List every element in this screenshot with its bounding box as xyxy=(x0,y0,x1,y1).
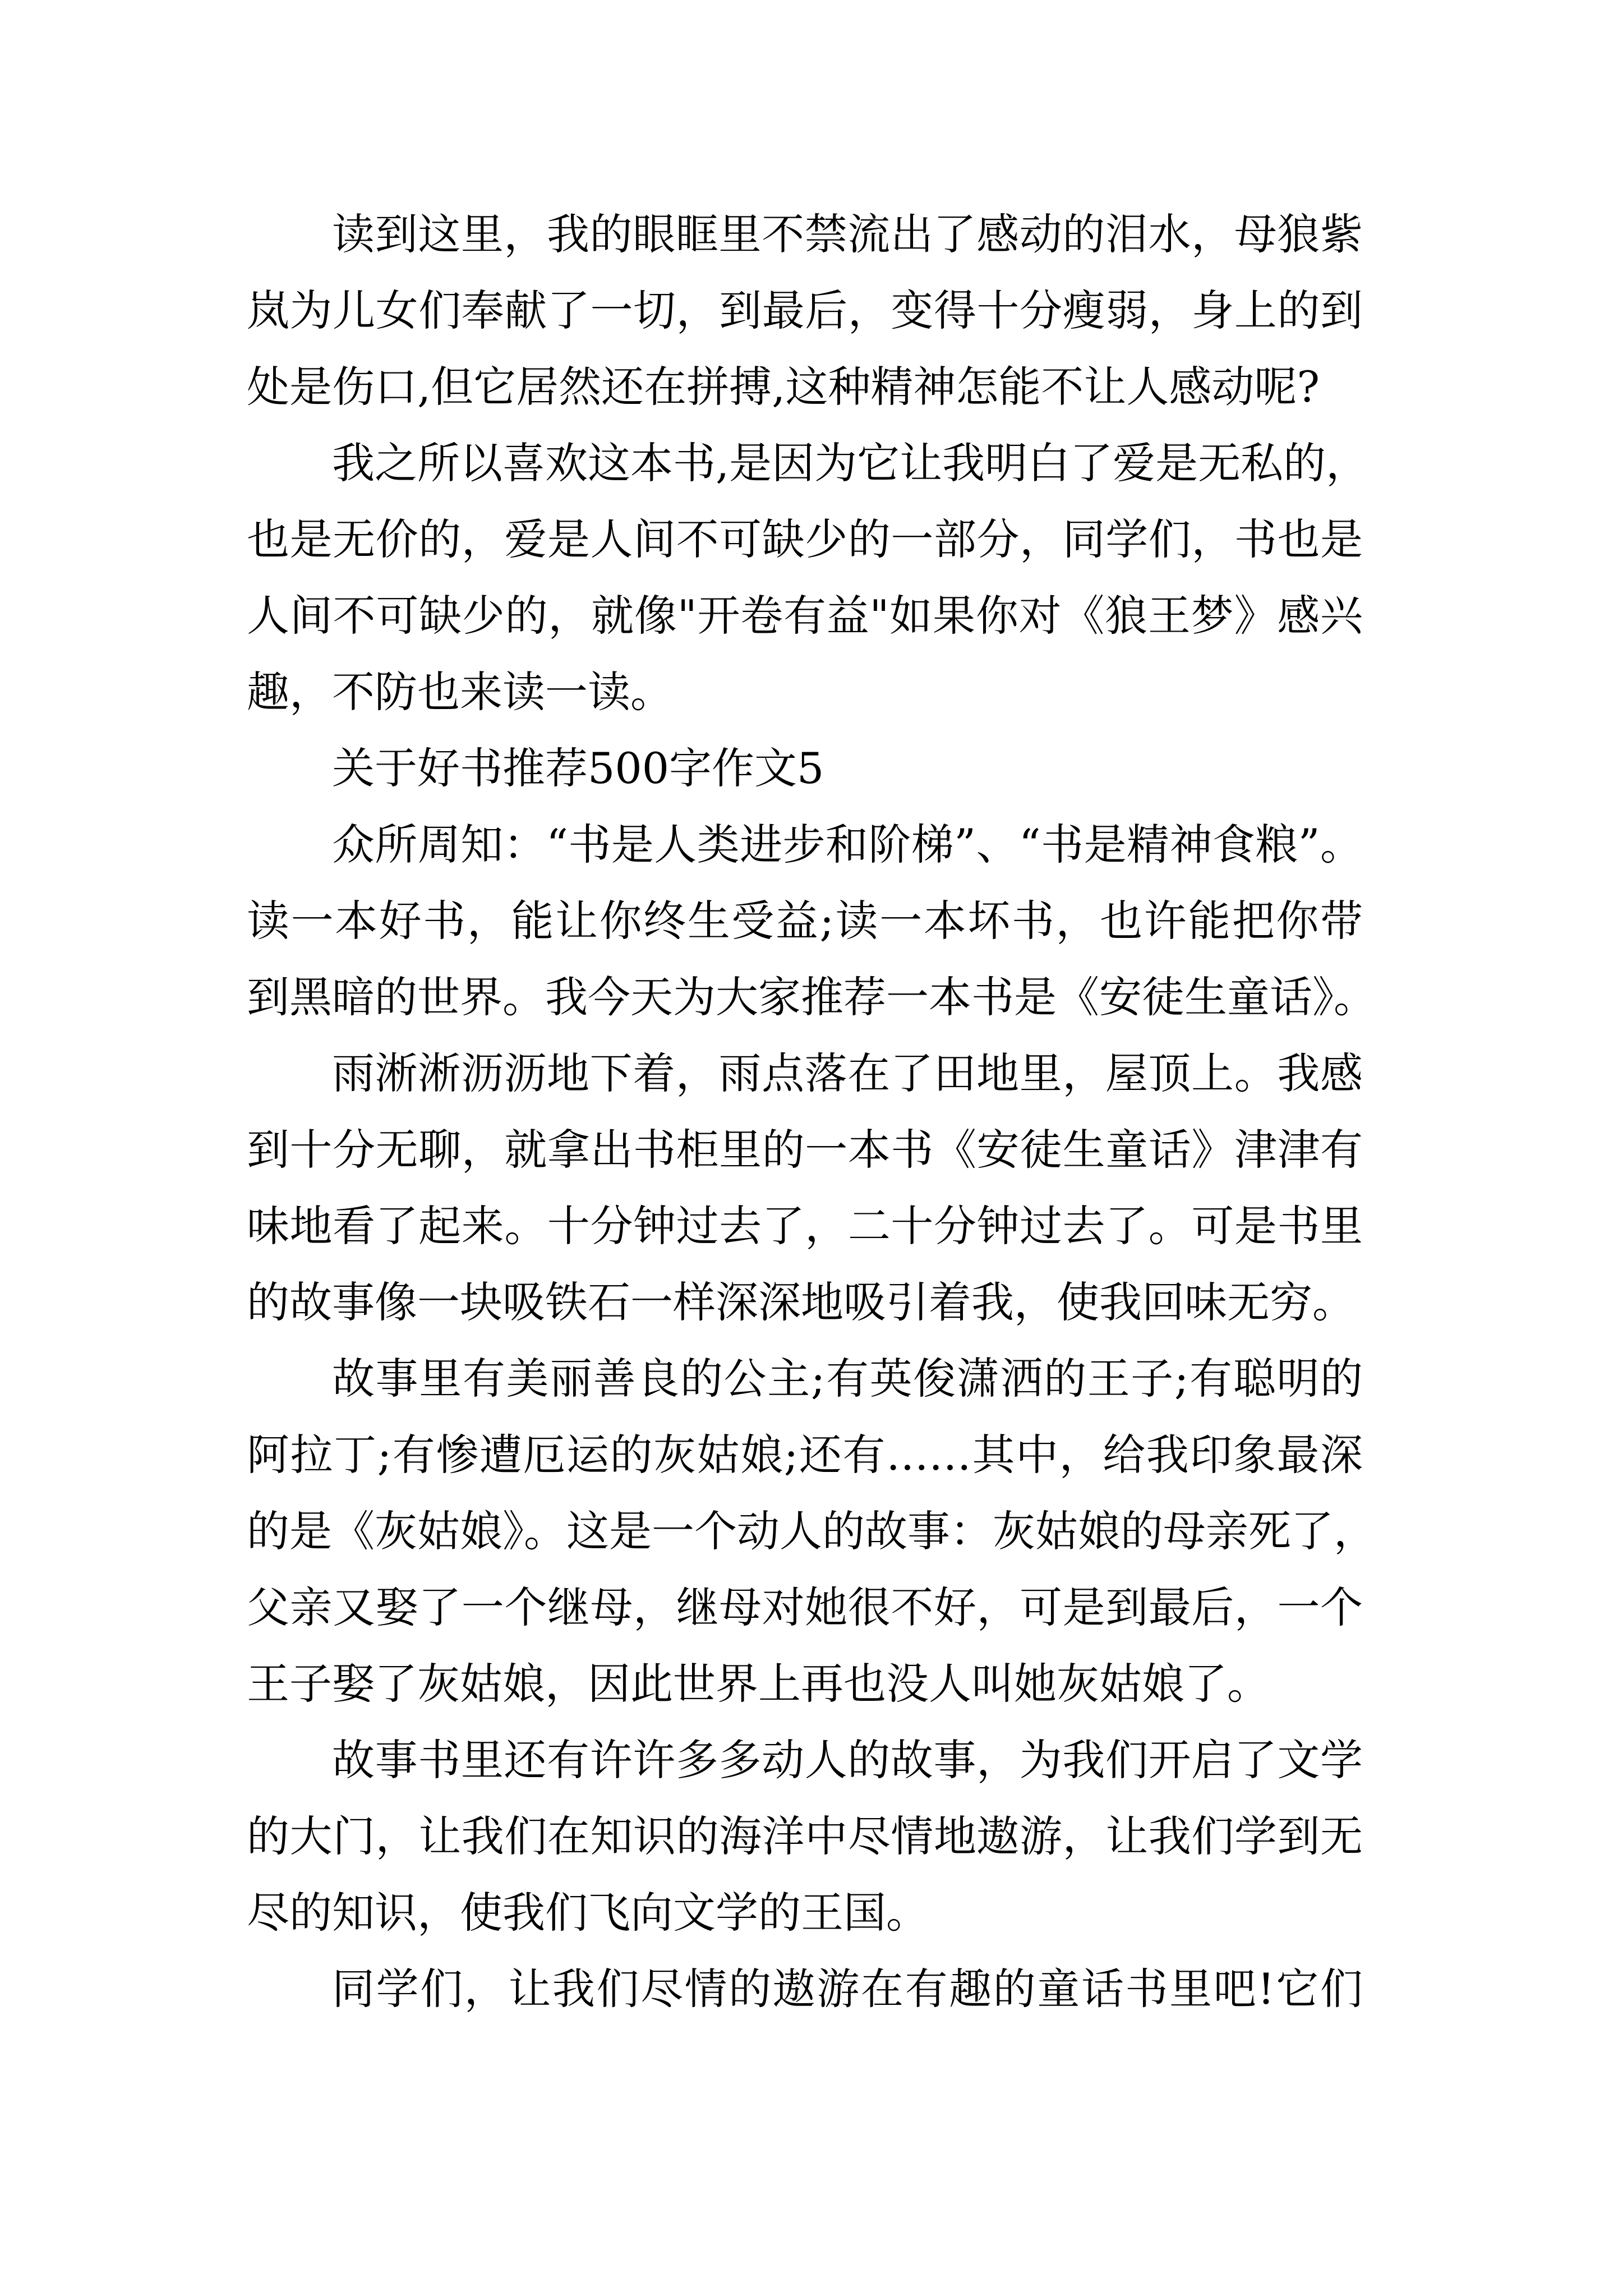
text-line: 的是《灰姑娘》。这是一个动人的故事：灰姑娘的母亲死了， xyxy=(247,1506,1376,1556)
section-heading xyxy=(247,730,1363,807)
text-line: 尽的知识，使我们飞向文学的王国。 xyxy=(247,1888,929,1938)
text-line: 到黑暗的世界。我今天为大家推荐一本书是《安徒生童话》。 xyxy=(247,972,1376,1022)
text-line: 故事书里还有许许多多动人的故事，为我们开启了文学 xyxy=(332,1735,1363,1785)
paragraph xyxy=(247,425,1369,730)
text-line: 也是无价的，爱是人间不可缺少的一部分，同学们，书也是 xyxy=(247,514,1363,564)
text-line: 人间不可缺少的，就像"开卷有益"如果你对《狼王梦》感兴 xyxy=(247,591,1363,641)
paragraph xyxy=(247,1722,1363,1951)
paragraph xyxy=(247,1951,1363,2027)
text-line: 读一本好书，能让你终生受益;读一本坏书，也许能把你带 xyxy=(247,896,1363,946)
text-line: 味地看了起来。十分钟过去了，二十分钟过去了。可是书里 xyxy=(247,1201,1363,1251)
paragraph xyxy=(247,1341,1376,1722)
text-line: 岚为儿女们奉献了一切，到最后，变得十分瘦弱，身上的到 xyxy=(247,286,1363,335)
paragraph xyxy=(247,196,1363,425)
text-line: 阿拉丁;有惨遭厄运的灰姑娘;还有……其中，给我印象最深 xyxy=(247,1430,1363,1480)
section-heading-text: 关于好书推荐500字作文5 xyxy=(332,743,824,793)
text-line: 父亲又娶了一个继母，继母对她很不好，可是到最后，一个 xyxy=(247,1582,1363,1632)
text-line: 同学们，让我们尽情的遨游在有趣的童话书里吧!它们 xyxy=(332,1964,1363,2014)
paragraph xyxy=(247,807,1376,1036)
paragraph xyxy=(247,1036,1363,1341)
text-line: 雨淅淅沥沥地下着，雨点落在了田地里，屋顶上。我感 xyxy=(332,1048,1363,1098)
text-line: 我之所以喜欢这本书,是因为它让我明白了爱是无私的， xyxy=(332,438,1369,488)
text-line: 处是伤口,但它居然还在拼搏,这种精神怎能不让人感动呢? xyxy=(247,362,1320,412)
text-line: 到十分无聊，就拿出书柜里的一本书《安徒生童话》津津有 xyxy=(247,1125,1363,1175)
text-line: 读到这里，我的眼眶里不禁流出了感动的泪水，母狼紫 xyxy=(332,209,1363,259)
document-body xyxy=(247,196,1376,2027)
text-line: 的大门，让我们在知识的海洋中尽情地遨游，让我们学到无 xyxy=(247,1811,1363,1861)
text-line: 众所周知：“书是人类进步和阶梯”、“书是精神食粮”。 xyxy=(332,820,1363,869)
text-line: 趣，不防也来读一读。 xyxy=(247,667,673,717)
text-line: 王子娶了灰姑娘，因此世界上再也没人叫她灰姑娘了。 xyxy=(247,1659,1270,1709)
text-line: 的故事像一块吸铁石一样深深地吸引着我，使我回味无穷。 xyxy=(247,1277,1355,1327)
text-line: 故事里有美丽善良的公主;有英俊潇洒的王子;有聪明的 xyxy=(332,1354,1363,1404)
